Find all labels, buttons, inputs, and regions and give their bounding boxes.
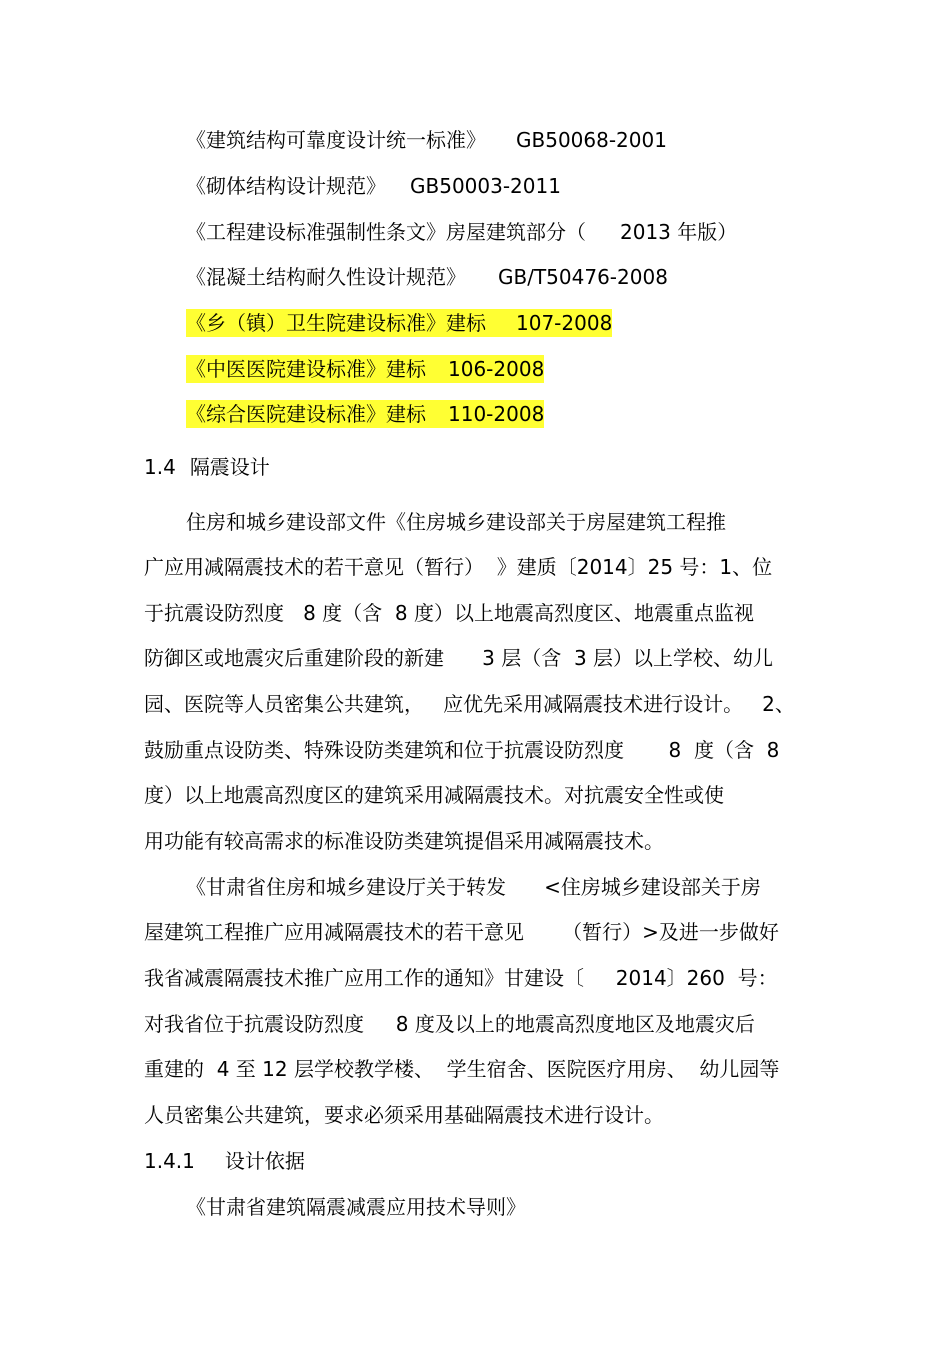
standard-item-highlighted [186,309,612,337]
paragraph-line: 园、医院等人员密集公共建筑， 应优先采用减隔震技术进行设计。 2、 [144,692,795,716]
subsection-title: 设计依据 [224,1149,305,1173]
paragraph-line: 住房和城乡建设部文件《住房城乡建设部关于房屋建筑工程推 [186,510,726,534]
paragraph-line: 《甘肃省住房和城乡建设厅关于转发 <住房城乡建设部关于房 [186,875,761,899]
subsection-heading [144,1147,305,1175]
standard-title: 《综合医院建设标准》建标 [186,402,426,426]
standard-code: 2013 年版） [620,220,738,244]
paragraph-line: 防御区或地震灾后重建阶段的新建 3 层（含 3 层）以上学校、幼儿 [144,646,774,670]
standard-item-highlighted [186,400,544,428]
standard-code: 107-2008 [516,311,613,335]
paragraph-line: 我省减震隔震技术推广应用工作的通知》甘建设〔 2014〕260 号： [144,966,778,990]
paragraph-line: 于抗震设防烈度 8 度（含 8 度）以上地震高烈度区、地震重点监视 [144,601,754,625]
section-heading [144,453,270,481]
paragraph-line: 重建的 4 至 12 层学校教学楼、 学生宿舍、医院医疗用房、 幼儿园等 [144,1057,780,1081]
paragraph-line: 广应用减隔震技术的若干意见（暂行） 》建质〔2014〕25 号：1、位 [144,555,773,579]
standard-item [186,263,668,291]
paragraph-line: 人员密集公共建筑，要求必须采用基础隔震技术进行设计。 [144,1103,664,1127]
standard-title: 《乡（镇）卫生院建设标准》建标 [186,311,486,335]
standard-item [186,172,561,200]
standard-title: 《工程建设标准强制性条文》房屋建筑部分（ [186,220,586,244]
paragraph-line: 鼓励重点设防类、特殊设防类建筑和位于抗震设防烈度 8 度（含 8 [144,738,780,762]
paragraph-line: 度）以上地震高烈度区的建筑采用减隔震技术。对抗震安全性或使 [144,783,724,807]
standard-item-highlighted [186,355,544,383]
paragraph-line: 对我省位于抗震设防烈度 8 度及以上的地震高烈度地区及地震灾后 [144,1012,755,1036]
standard-code: 106-2008 [448,357,545,381]
standard-title: 《砌体结构设计规范》 [186,174,386,198]
standard-code: GB50003-2011 [410,174,561,198]
paragraph-line: 用功能有较高需求的标准设防类建筑提倡采用减隔震技术。 [144,829,664,853]
basis-document: 《甘肃省建筑隔震减震应用技术导则》 [186,1195,526,1219]
standard-code: GB50068-2001 [516,128,667,152]
section-number: 1.4 [144,455,176,479]
standard-code: 110-2008 [448,402,545,426]
standard-item [186,126,667,154]
paragraph-line: 屋建筑工程推广应用减隔震技术的若干意见 （暂行）>及进一步做好 [144,920,779,944]
standard-code: GB/T50476-2008 [498,265,668,289]
section-title: 隔震设计 [189,455,270,479]
standard-item [186,218,737,246]
subsection-number: 1.4.1 [144,1149,195,1173]
standard-title: 《中医医院建设标准》建标 [186,357,426,381]
standard-title: 《建筑结构可靠度设计统一标准》 [186,128,486,152]
standard-title: 《混凝土结构耐久性设计规范》 [186,265,466,289]
